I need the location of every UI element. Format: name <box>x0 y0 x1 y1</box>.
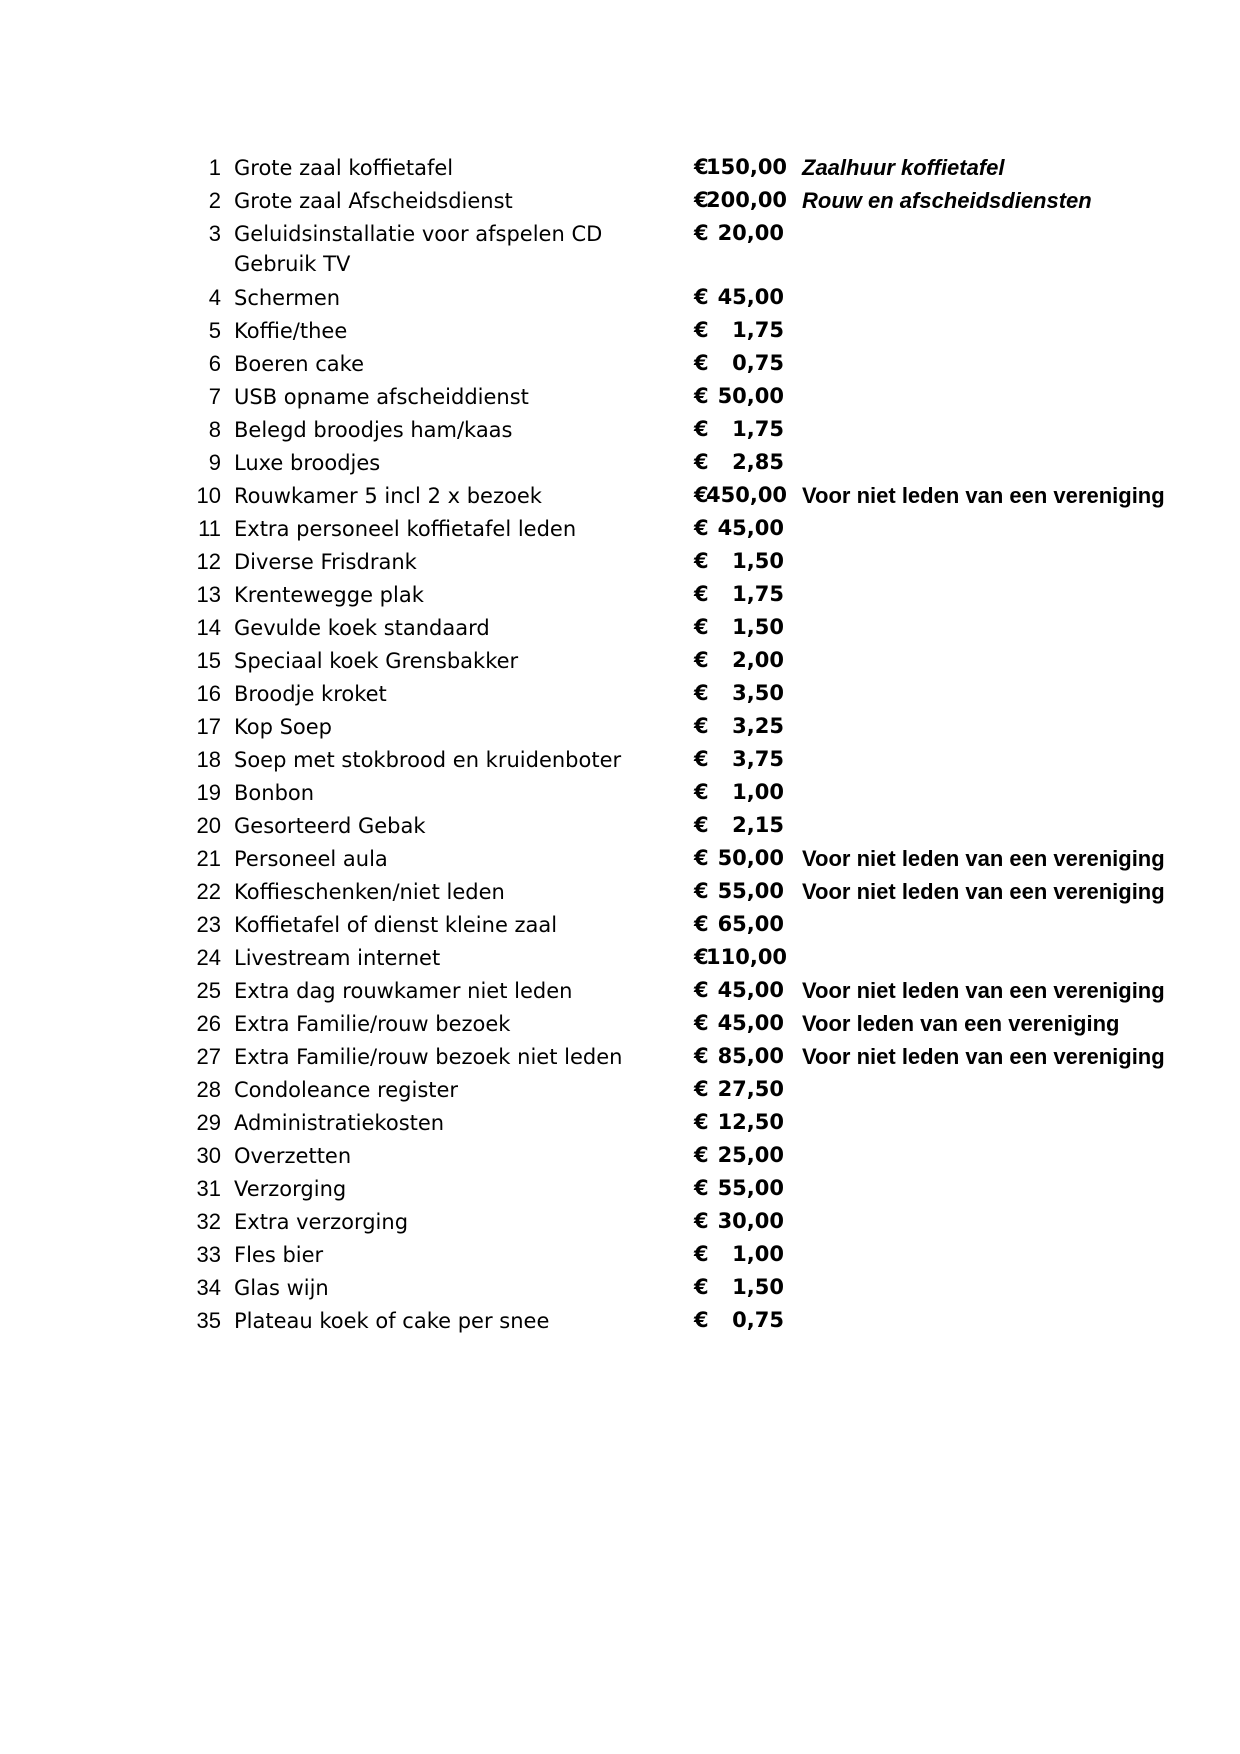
item-description-line: Broodje kroket <box>234 682 387 706</box>
euro-sign: € <box>694 351 709 375</box>
item-note: Zaalhuur koffietafel <box>802 155 1005 180</box>
item-description <box>234 415 674 445</box>
item-description <box>234 1174 674 1204</box>
item-price: 0,75 <box>732 1308 784 1332</box>
euro-sign: € <box>694 747 709 771</box>
item-price: 55,00 <box>717 879 784 903</box>
item-description <box>234 646 674 676</box>
price-row <box>0 1039 1240 1072</box>
price-row <box>0 216 1240 280</box>
item-price: 45,00 <box>717 285 784 309</box>
euro-sign: € <box>694 813 709 837</box>
item-price: 65,00 <box>717 912 784 936</box>
item-number: 21 <box>196 846 221 871</box>
item-description <box>234 877 674 907</box>
item-price: 450,00 <box>706 483 788 507</box>
price-row <box>0 841 1240 874</box>
item-description-line: Koffieschenken/niet leden <box>234 880 505 904</box>
item-description-line: Luxe broodjes <box>234 451 381 475</box>
item-description-line: Condoleance register <box>234 1078 459 1102</box>
item-number: 22 <box>196 879 221 904</box>
item-description-line: Verzorging <box>234 1177 347 1201</box>
item-note: Voor niet leden van een vereniging <box>802 1044 1165 1069</box>
euro-sign: € <box>694 846 709 870</box>
price-row <box>0 1072 1240 1105</box>
item-price: 1,50 <box>732 1275 784 1299</box>
item-number: 32 <box>196 1209 221 1234</box>
item-price: 1,75 <box>732 582 784 606</box>
item-description-line: Extra verzorging <box>234 1210 409 1234</box>
euro-sign: € <box>694 155 709 179</box>
price-row <box>0 346 1240 379</box>
item-number: 14 <box>196 615 221 640</box>
item-description <box>234 679 674 709</box>
item-number: 29 <box>196 1110 221 1135</box>
item-description <box>234 186 674 216</box>
item-description-line: Extra Familie/rouw bezoek <box>234 1012 511 1036</box>
price-row <box>0 544 1240 577</box>
item-description-line: Personeel aula <box>234 847 388 871</box>
item-description-line: USB opname afscheiddienst <box>234 385 529 409</box>
item-description-line: Boeren cake <box>234 352 364 376</box>
euro-sign: € <box>694 681 709 705</box>
price-row <box>0 610 1240 643</box>
item-price: 3,75 <box>732 747 784 771</box>
item-price: 110,00 <box>706 945 788 969</box>
item-description <box>234 976 674 1006</box>
price-row <box>0 183 1240 216</box>
item-note: Voor niet leden van een vereniging <box>802 846 1165 871</box>
item-description-line: Plateau koek of cake per snee <box>234 1309 550 1333</box>
item-price: 0,75 <box>732 351 784 375</box>
item-description <box>234 1009 674 1039</box>
euro-sign: € <box>694 384 709 408</box>
item-description-line: Belegd broodjes ham/kaas <box>234 418 513 442</box>
price-row <box>0 577 1240 610</box>
item-description-line: Administratiekosten <box>234 1111 445 1135</box>
item-number: 33 <box>196 1242 221 1267</box>
item-price: 1,50 <box>732 615 784 639</box>
price-row <box>0 379 1240 412</box>
item-price: 1,50 <box>732 549 784 573</box>
item-number: 6 <box>208 351 221 376</box>
price-list <box>0 150 1240 1336</box>
item-number: 13 <box>196 582 221 607</box>
item-description <box>234 1108 674 1138</box>
item-price: 2,15 <box>732 813 784 837</box>
item-description <box>234 219 674 279</box>
item-description-line: Extra dag rouwkamer niet leden <box>234 979 573 1003</box>
item-description-line: Overzetten <box>234 1144 352 1168</box>
item-description-line: Grote zaal koffietafel <box>234 156 454 180</box>
item-price: 12,50 <box>717 1110 784 1134</box>
price-row <box>0 511 1240 544</box>
item-description <box>234 153 674 183</box>
item-number: 11 <box>198 516 221 541</box>
item-description-line: Fles bier <box>234 1243 324 1267</box>
item-description <box>234 1207 674 1237</box>
item-price: 45,00 <box>717 516 784 540</box>
price-row <box>0 1171 1240 1204</box>
item-description <box>234 1306 674 1336</box>
item-description-line: Bonbon <box>234 781 315 805</box>
price-row <box>0 874 1240 907</box>
price-row <box>0 907 1240 940</box>
euro-sign: € <box>694 1209 709 1233</box>
item-number: 19 <box>196 780 221 805</box>
item-description <box>234 1240 674 1270</box>
item-description <box>234 811 674 841</box>
item-number: 20 <box>196 813 221 838</box>
euro-sign: € <box>694 450 709 474</box>
euro-sign: € <box>694 188 709 212</box>
item-price: 45,00 <box>717 978 784 1002</box>
item-number: 1 <box>208 155 221 180</box>
item-number: 5 <box>208 318 221 343</box>
item-note: Voor niet leden van een vereniging <box>802 978 1165 1003</box>
item-description <box>234 943 674 973</box>
item-number: 7 <box>208 384 221 409</box>
item-number: 31 <box>196 1176 221 1201</box>
price-row <box>0 808 1240 841</box>
item-description-line: Gevulde koek standaard <box>234 616 490 640</box>
item-price: 25,00 <box>717 1143 784 1167</box>
euro-sign: € <box>694 1242 709 1266</box>
euro-sign: € <box>694 1077 709 1101</box>
item-price: 150,00 <box>706 155 788 179</box>
item-description <box>234 745 674 775</box>
item-number: 26 <box>196 1011 221 1036</box>
item-price: 27,50 <box>717 1077 784 1101</box>
item-price: 200,00 <box>706 188 788 212</box>
euro-sign: € <box>694 516 709 540</box>
euro-sign: € <box>694 945 709 969</box>
item-price: 1,00 <box>732 780 784 804</box>
price-row <box>0 775 1240 808</box>
item-description-line: Diverse Frisdrank <box>234 550 417 574</box>
euro-sign: € <box>694 285 709 309</box>
euro-sign: € <box>694 1176 709 1200</box>
euro-sign: € <box>694 1275 709 1299</box>
item-price: 1,75 <box>732 417 784 441</box>
price-row <box>0 1105 1240 1138</box>
item-description-line: Extra Familie/rouw bezoek niet leden <box>234 1045 623 1069</box>
item-number: 16 <box>196 681 221 706</box>
item-price: 30,00 <box>717 1209 784 1233</box>
price-row <box>0 280 1240 313</box>
item-description-line: Livestream internet <box>234 946 441 970</box>
item-price: 1,00 <box>732 1242 784 1266</box>
euro-sign: € <box>694 714 709 738</box>
price-row <box>0 676 1240 709</box>
price-row <box>0 1303 1240 1336</box>
item-number: 28 <box>196 1077 221 1102</box>
euro-sign: € <box>694 1110 709 1134</box>
item-description <box>234 1075 674 1105</box>
item-description-line: Glas wijn <box>234 1276 329 1300</box>
item-note: Voor niet leden van een vereniging <box>802 879 1165 904</box>
item-description <box>234 1141 674 1171</box>
item-description <box>234 349 674 379</box>
item-description-line-2: Gebruik TV <box>234 252 351 276</box>
euro-sign: € <box>694 1044 709 1068</box>
item-number: 35 <box>196 1308 221 1333</box>
item-description <box>234 778 674 808</box>
item-note: Voor leden van een vereniging <box>802 1011 1120 1036</box>
item-description-line: Rouwkamer 5 incl 2 x bezoek <box>234 484 542 508</box>
price-row <box>0 940 1240 973</box>
item-price: 45,00 <box>717 1011 784 1035</box>
item-description <box>234 1042 674 1072</box>
item-description-line: Speciaal koek Grensbakker <box>234 649 519 673</box>
price-row <box>0 1006 1240 1039</box>
item-number: 34 <box>196 1275 221 1300</box>
euro-sign: € <box>694 221 709 245</box>
item-price: 3,50 <box>732 681 784 705</box>
euro-sign: € <box>694 318 709 342</box>
item-number: 2 <box>208 188 221 213</box>
item-number: 30 <box>196 1143 221 1168</box>
item-number: 27 <box>196 1044 221 1069</box>
euro-sign: € <box>694 615 709 639</box>
euro-sign: € <box>694 780 709 804</box>
item-description-line: Koffie/thee <box>234 319 348 343</box>
item-description-line: Schermen <box>234 286 341 310</box>
item-note: Rouw en afscheidsdiensten <box>802 188 1092 213</box>
price-row <box>0 643 1240 676</box>
item-description-line: Extra personeel koffietafel leden <box>234 517 577 541</box>
item-number: 3 <box>208 221 221 246</box>
euro-sign: € <box>694 549 709 573</box>
item-description-line: Koffietafel of dienst kleine zaal <box>234 913 558 937</box>
price-row <box>0 412 1240 445</box>
euro-sign: € <box>694 417 709 441</box>
item-number: 8 <box>208 417 221 442</box>
item-description-line: Krentewegge plak <box>234 583 424 607</box>
item-description <box>234 1273 674 1303</box>
item-price: 50,00 <box>717 846 784 870</box>
item-number: 18 <box>196 747 221 772</box>
euro-sign: € <box>694 978 709 1002</box>
item-price: 50,00 <box>717 384 784 408</box>
price-row <box>0 1204 1240 1237</box>
euro-sign: € <box>694 483 709 507</box>
item-description <box>234 448 674 478</box>
euro-sign: € <box>694 1143 709 1167</box>
item-price: 20,00 <box>717 221 784 245</box>
item-description <box>234 382 674 412</box>
item-description <box>234 481 674 511</box>
price-row <box>0 742 1240 775</box>
price-row <box>0 313 1240 346</box>
item-number: 25 <box>196 978 221 1003</box>
item-description-line: Kop Soep <box>234 715 333 739</box>
euro-sign: € <box>694 879 709 903</box>
item-number: 15 <box>196 648 221 673</box>
item-price: 85,00 <box>717 1044 784 1068</box>
item-price: 3,25 <box>732 714 784 738</box>
price-row <box>0 150 1240 183</box>
item-description <box>234 910 674 940</box>
euro-sign: € <box>694 1308 709 1332</box>
price-row <box>0 445 1240 478</box>
price-row <box>0 1237 1240 1270</box>
item-number: 23 <box>196 912 221 937</box>
item-number: 4 <box>208 285 221 310</box>
item-price: 1,75 <box>732 318 784 342</box>
item-description <box>234 514 674 544</box>
item-description-line: Geluidsinstallatie voor afspelen CD <box>234 222 603 246</box>
item-number: 12 <box>196 549 221 574</box>
price-row <box>0 973 1240 1006</box>
item-price: 2,85 <box>732 450 784 474</box>
price-row <box>0 1138 1240 1171</box>
price-row <box>0 478 1240 511</box>
euro-sign: € <box>694 648 709 672</box>
item-description-line: Grote zaal Afscheidsdienst <box>234 189 513 213</box>
euro-sign: € <box>694 1011 709 1035</box>
item-price: 55,00 <box>717 1176 784 1200</box>
item-description-line: Gesorteerd Gebak <box>234 814 426 838</box>
item-description <box>234 316 674 346</box>
price-row <box>0 709 1240 742</box>
item-number: 24 <box>196 945 221 970</box>
item-description <box>234 844 674 874</box>
item-number: 10 <box>196 483 221 508</box>
item-description <box>234 547 674 577</box>
item-number: 17 <box>196 714 221 739</box>
euro-sign: € <box>694 912 709 936</box>
item-note: Voor niet leden van een vereniging <box>802 483 1165 508</box>
item-number: 9 <box>208 450 221 475</box>
price-row <box>0 1270 1240 1303</box>
item-description <box>234 580 674 610</box>
item-description <box>234 712 674 742</box>
item-description-line: Soep met stokbrood en kruidenboter <box>234 748 622 772</box>
item-description <box>234 613 674 643</box>
item-description <box>234 283 674 313</box>
item-price: 2,00 <box>732 648 784 672</box>
euro-sign: € <box>694 582 709 606</box>
